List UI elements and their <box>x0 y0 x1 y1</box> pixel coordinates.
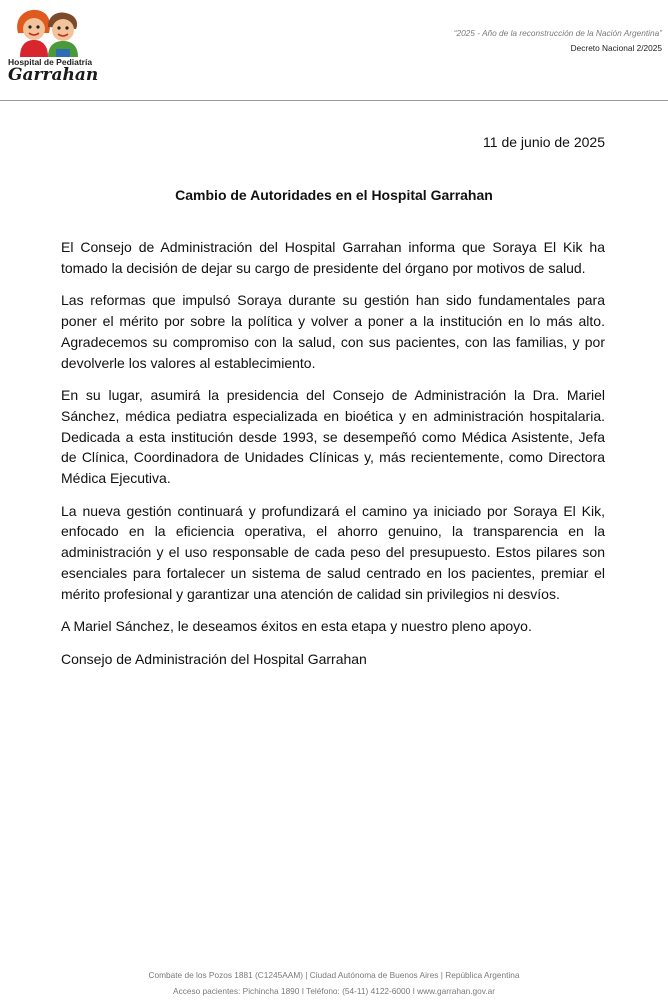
hospital-logo <box>8 5 99 85</box>
children-logo-icon <box>12 5 84 57</box>
paragraph-3: En su lugar, asumirá la presidencia del Consejo de Administración la Dra. Mariel Sánchez, médica pediatra especializada en bioética y en administración hospitalaria. Dedicada a esta institución desde 1993, se desempeñó como Médica Asistente, Jefa de Clínica, Coordinadora de Unidades Clínicas y, más recientemente, como Directora Médica Ejecutiva. <box>61 387 605 487</box>
footer-address: Combate de los Pozos 1881 (C1245AAM) | Ciudad Autónoma de Buenos Aires | República Argentina <box>148 970 520 980</box>
logo-text-line2: Garrahan <box>8 65 99 85</box>
paragraph-1: El Consejo de Administración del Hospital Garrahan informa que Soraya El Kik ha tomado la decisión de dejar su cargo de presidente del órgano por motivos de salud. <box>61 239 605 276</box>
header-decree: Decreto Nacional 2/2025 <box>570 43 662 53</box>
logo-text-line1: Hospital de Pediatría <box>8 57 93 67</box>
paragraph-5: A Mariel Sánchez, le deseamos éxitos en esta etapa y nuestro pleno apoyo. <box>61 618 532 635</box>
letter-body <box>61 237 605 682</box>
footer-contact: Acceso pacientes: Pichincha 1890 I Teléfono: (54-11) 4122-6000 I www.garrahan.gov.ar <box>173 986 495 996</box>
header-motto: “2025 - Año de la reconstrucción de la Nación Argentina” <box>453 28 662 38</box>
paragraph-2: Las reformas que impulsó Soraya durante su gestión han sido fundamentales para poner el mérito por sobre la política y volver a poner a la institución en lo más alto. Agradecemos su compromiso con la salud, con sus pacientes, con las familias, y por devolverle los valores al establecimiento. <box>61 292 605 371</box>
signature: Consejo de Administración del Hospital Garrahan <box>61 650 367 667</box>
paragraph-4: La nueva gestión continuará y profundizará el camino ya iniciado por Soraya El Kik, enfocado en la eficiencia operativa, el ahorro genuino, la transparencia en la administración y el uso responsable de cada peso del presupuesto. Estos pilares son esenciales para fortalecer un sistema de salud centrado en los pacientes, premiar el mérito profesional y garantizar una atención de calidad sin privilegios ni desvíos. <box>61 502 605 602</box>
letter-title: Cambio de Autoridades en el Hospital Garrahan <box>175 187 493 203</box>
letter-date: 11 de junio de 2025 <box>483 134 605 150</box>
header-divider <box>0 100 668 101</box>
